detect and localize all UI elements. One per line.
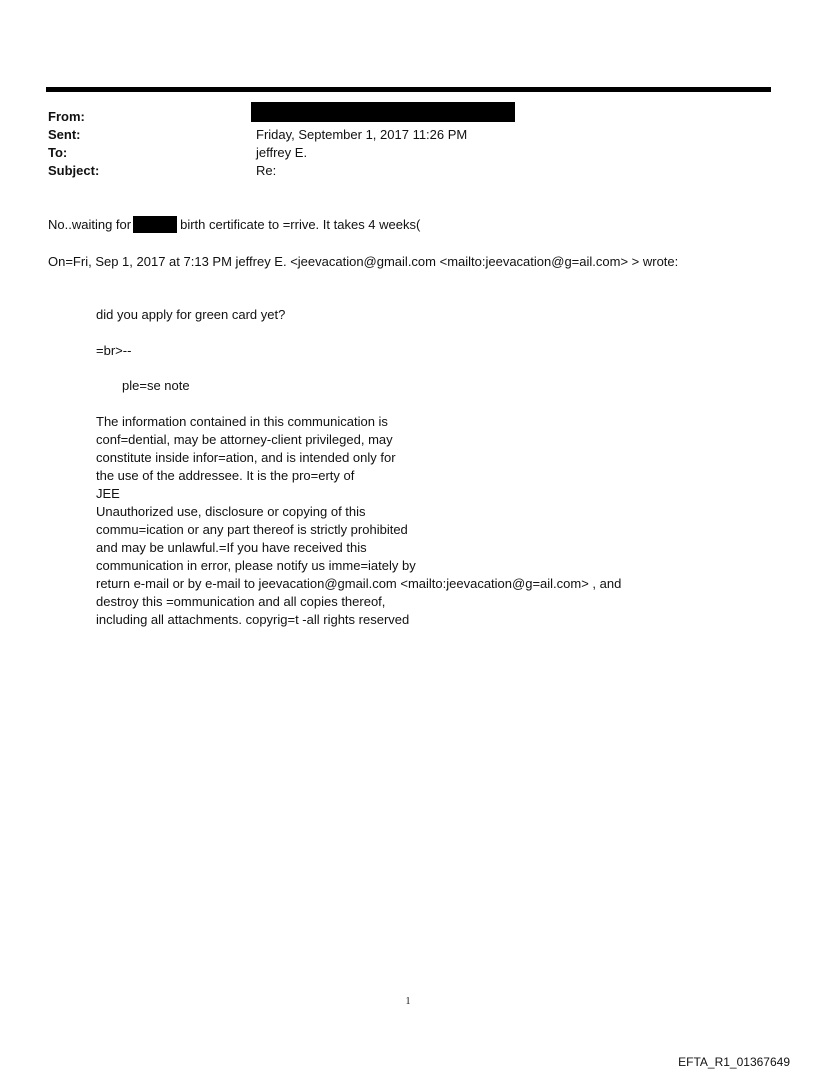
sent-value: Friday, September 1, 2017 11:26 PM xyxy=(256,127,468,142)
disclaimer-line: constitute inside infor=ation, and is intended only for xyxy=(96,450,396,465)
subject-value: Re: xyxy=(256,163,277,178)
bates-number: EFTA_R1_01367649 xyxy=(678,1055,790,1069)
quote-header: On=Fri, Sep 1, 2017 at 7:13 PM jeffrey E. <jeevacation@gmail.com <mailto:jeevacation@g=ail.com> > wrote: xyxy=(48,254,679,269)
redaction-from xyxy=(251,102,515,122)
disclaimer-line: the use of the addressee. It is the pro=erty of xyxy=(96,468,355,483)
reply-line xyxy=(48,216,420,234)
disclaimer-line: destroy this =ommunication and all copies thereof, xyxy=(96,594,386,609)
sent-label: Sent: xyxy=(48,127,81,142)
disclaimer-line: return e-mail or by e-mail to jeevacation@gmail.com <mailto:jeevacation@g=ail.com> , and xyxy=(96,576,622,591)
disclaimer-line: Unauthorized use, disclosure or copying of this xyxy=(96,504,366,519)
to-label: To: xyxy=(48,145,68,160)
please-note: ple=se note xyxy=(122,378,190,393)
page-number: 1 xyxy=(405,996,411,1007)
disclaimer-line: communication in error, please notify us imme=iately by xyxy=(96,558,416,573)
disclaimer-line: and may be unlawful.=If you have received this xyxy=(96,540,367,555)
disclaimer-line: JEE xyxy=(96,486,120,501)
reply-suffix: birth certificate to =rrive. It takes 4 weeks( xyxy=(180,217,421,232)
quoted-question: did you apply for green card yet? xyxy=(96,307,286,322)
disclaimer-line: including all attachments. copyrig=t -all rights reserved xyxy=(96,612,410,627)
from-label: From: xyxy=(48,109,85,124)
disclaimer-line: The information contained in this communication is xyxy=(96,414,388,429)
reply-prefix: No..waiting for xyxy=(48,217,132,232)
disclaimer-line: conf=dential, may be attorney-client privileged, may xyxy=(96,432,393,447)
disclaimer-line: commu=ication or any part thereof is strictly prohibited xyxy=(96,522,408,537)
header-divider-rule xyxy=(46,87,771,92)
to-value: jeffrey E. xyxy=(256,145,308,160)
subject-label: Subject: xyxy=(48,163,100,178)
redaction-name xyxy=(133,216,177,233)
quoted-br-line: =br>-- xyxy=(96,343,132,358)
